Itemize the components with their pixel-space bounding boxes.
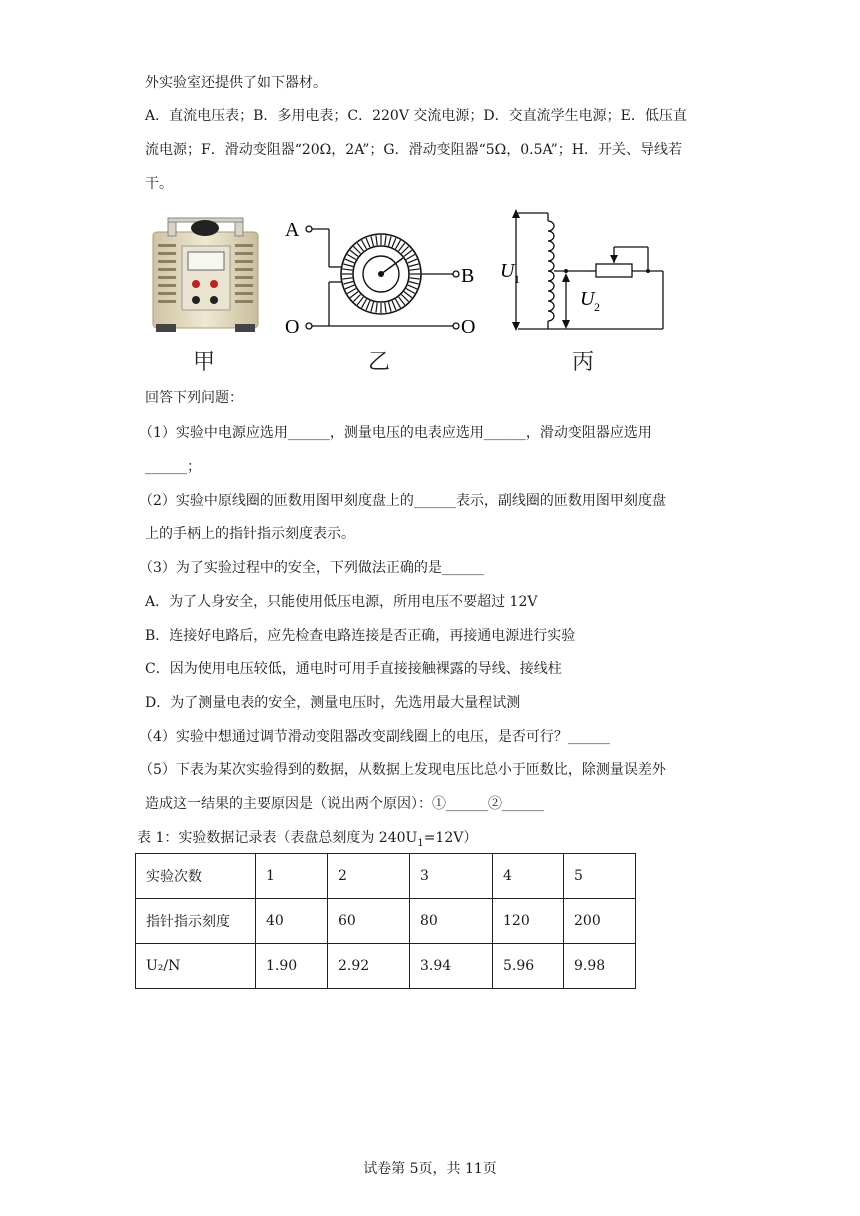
coil-winding-mark (343, 264, 353, 267)
table-row (136, 899, 636, 944)
table-caption-main: 表 1：实验数据记录表（表盘总刻度为 240U (137, 830, 418, 846)
coil-winding-mark (385, 235, 386, 245)
coil-winding-mark (399, 297, 405, 305)
instruction-text: 回答下列问题： (145, 390, 243, 406)
table-cell: 120 (493, 899, 564, 944)
coil-winding-mark (404, 250, 412, 256)
table-cell: 9.98 (564, 944, 636, 989)
table-cell: 2.92 (328, 944, 410, 989)
coil-winding-mark (362, 299, 367, 308)
terminal-B-label: B (461, 265, 475, 287)
coil-winding-mark (350, 292, 358, 298)
coil-winding-mark (342, 269, 352, 270)
coil-winding-mark (408, 285, 417, 289)
table-caption-end: =12V） (423, 830, 478, 846)
table-row-header-cell: 指针指示刻度 (136, 899, 256, 944)
coil-winding-mark (399, 243, 405, 251)
question-1-line-2: ______； (145, 459, 201, 475)
figure-caption-yi: 乙 (368, 350, 391, 375)
question-5-line-2: 造成这一结果的主要原因是（说出两个原因）：①______②______ (145, 796, 544, 812)
question-3-option-D: D．为了测量电表的安全，测量电压时，先选用最大量程试测 (145, 695, 521, 711)
coil-winding-mark (410, 278, 420, 279)
table-cell: 40 (256, 899, 328, 944)
question-3-option-A: A．为了人身安全，只能使用低压电源，所用电压不要超过 12V (145, 594, 538, 610)
coil-winding-mark (409, 264, 419, 267)
coil-winding-mark (409, 282, 419, 285)
coil-winding-mark (366, 238, 370, 247)
question-4: （4）实验中想通过调节滑动变阻器改变副线圈上的电压，是否可行？______ (139, 729, 610, 745)
coil-winding-mark (376, 235, 377, 245)
U1-subscript: 1 (514, 272, 520, 286)
coil-winding-mark (406, 289, 415, 294)
coil-winding-mark (404, 292, 412, 298)
coil-winding-mark (353, 246, 360, 253)
coil-winding-mark (389, 302, 392, 312)
figure-caption-jia: 甲 (193, 350, 216, 375)
coil-winding-mark (350, 250, 358, 256)
page-footer: 试卷第 5页，共 11页 (363, 1161, 497, 1177)
table-cell: 3 (410, 854, 493, 899)
coil-winding-mark (353, 295, 360, 302)
coil-winding-mark (376, 303, 377, 313)
figure-bing-circuit (498, 205, 668, 335)
question-5-line-1: （5）下表为某次实验得到的数据，从数据上发现电压比总小于匝数比，除测量误差外 (139, 762, 666, 778)
coil-winding-mark (385, 303, 386, 313)
table-cell: 5.96 (493, 944, 564, 989)
coil-winding-mark (406, 255, 415, 260)
terminal-A-label: A (285, 219, 300, 241)
question-2-line-1: （2）实验中原线圈的匝数用图甲刻度盘上的______表示，副线圈的匝数用图甲刻度盘 (139, 493, 666, 509)
data-table (135, 853, 636, 989)
table-cell: 1 (256, 854, 328, 899)
table-cell: 4 (493, 854, 564, 899)
coil-winding-mark (396, 299, 401, 308)
coil-winding-mark (342, 278, 352, 279)
coil-winding-mark (402, 246, 409, 253)
figure-caption-bing: 丙 (572, 350, 595, 375)
equipment-list-line-1: A．直流电压表；B．多用电表；C．220V 交流电源；D．交直流学生电源；E．低压直 (145, 108, 687, 124)
question-3: （3）为了实验过程中的安全，下列做法正确的是______ (139, 560, 484, 576)
terminal-O-left-label: O (285, 316, 300, 338)
question-3-option-B: B．连接好电路后，应先检查电路连接是否正确，再接通电源进行实验 (145, 628, 576, 644)
coil-winding-mark (362, 240, 367, 249)
coil-winding-mark (347, 289, 356, 294)
table-cell: 80 (410, 899, 493, 944)
intro-text: 外实验室还提供了如下器材。 (145, 75, 327, 91)
U2-subscript: 2 (594, 300, 600, 314)
table-cell: 1.90 (256, 944, 328, 989)
question-2-line-2: 上的手柄上的指针指示刻度表示。 (145, 526, 355, 542)
question-3-option-C: C．因为使用电压较低，通电时可用手直接接触裸露的导线、接线柱 (145, 661, 562, 677)
question-1-line-1: （1）实验中电源应选用______，测量电压的电表应选用______，滑动变阻器应选用 (139, 425, 652, 441)
figure-jia-transformer-photo (148, 212, 263, 334)
table-caption (137, 828, 477, 854)
coil-winding-mark (366, 301, 370, 310)
table-row (136, 944, 636, 989)
coil-winding-mark (371, 302, 374, 312)
coil-winding-mark (347, 255, 356, 260)
coil-winding-mark (392, 238, 396, 247)
table-row-header-cell: U₂/N (136, 944, 256, 989)
table-row-header-cell: 实验次数 (136, 854, 256, 899)
table-cell: 5 (564, 854, 636, 899)
table-row (136, 854, 636, 899)
table-cell: 200 (564, 899, 636, 944)
table-cell: 60 (328, 899, 410, 944)
equipment-list-line-2: 流电源；F．滑动变阻器“20Ω，2A”；G．滑动变阻器“5Ω，0.5A”；H．开关、导线若 (145, 142, 682, 158)
coil-winding-mark (402, 295, 409, 302)
terminal-O-right-label: O (461, 316, 476, 338)
coil-winding-mark (408, 259, 417, 263)
equipment-list-line-3: 干。 (145, 176, 173, 192)
table-cell: 3.94 (410, 944, 493, 989)
U1-label: U (500, 260, 515, 282)
coil-winding-mark (371, 236, 374, 246)
coil-winding-mark (392, 301, 396, 310)
coil-winding-mark (357, 243, 363, 251)
table-cell: 2 (328, 854, 410, 899)
coil-winding-mark (357, 297, 363, 305)
coil-winding-mark (345, 259, 354, 263)
table-caption-subscript: 1 (417, 837, 424, 849)
coil-winding-mark (396, 240, 401, 249)
coil-winding-mark (410, 269, 420, 270)
coil-winding-mark (389, 236, 392, 246)
coil-winding-mark (343, 282, 353, 285)
figure-yi-transformer-diagram (283, 212, 483, 342)
coil-winding-mark (345, 285, 354, 289)
U2-label: U (580, 288, 595, 310)
